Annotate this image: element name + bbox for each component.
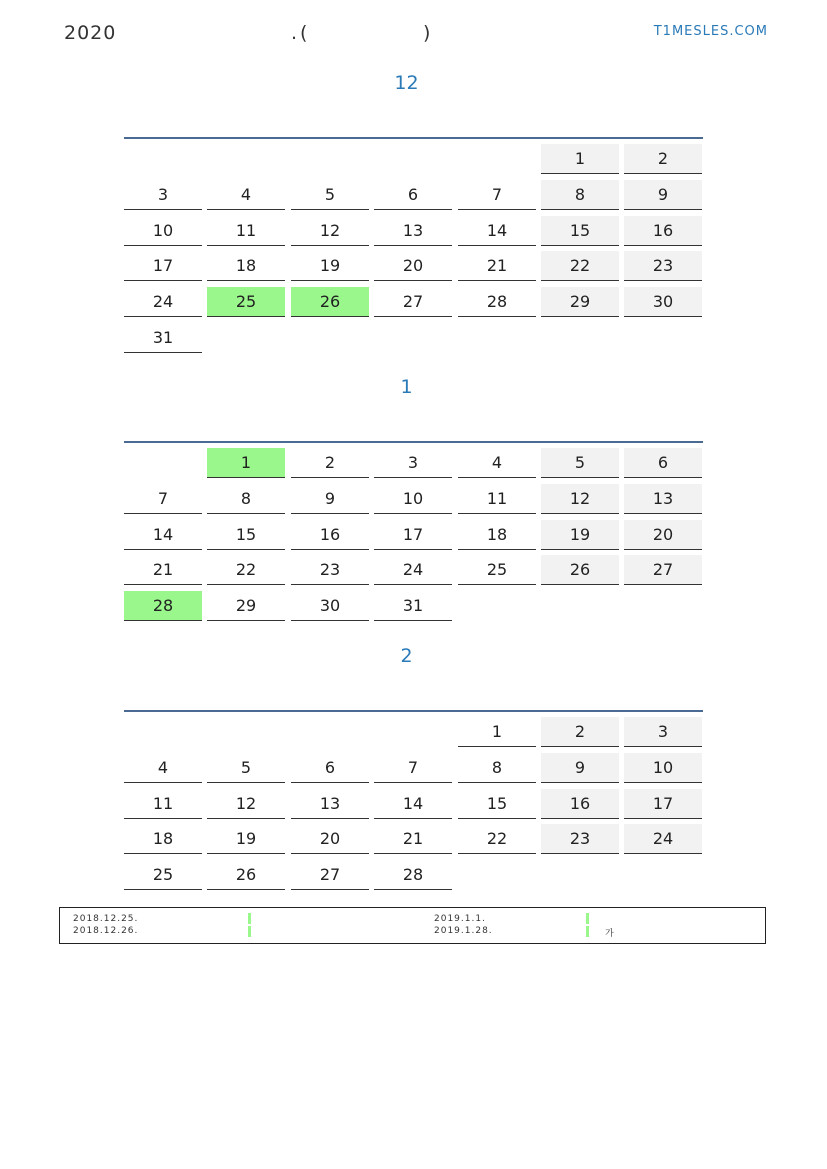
calendar-day: 6 <box>624 448 702 478</box>
calendar-day: 6 <box>374 180 452 210</box>
calendar-day: 23 <box>291 555 369 585</box>
calendar-day: 8 <box>207 484 285 514</box>
calendar-day: 9 <box>291 484 369 514</box>
calendar-day: 31 <box>374 591 452 621</box>
calendar-day: 5 <box>207 753 285 783</box>
calendar-day: 10 <box>374 484 452 514</box>
calendar-day: 16 <box>291 520 369 550</box>
calendar-day: 16 <box>541 789 619 819</box>
calendar-day: 10 <box>624 753 702 783</box>
calendar-day: 17 <box>374 520 452 550</box>
calendar-day: 16 <box>624 216 702 246</box>
calendar-top-rule <box>124 137 703 139</box>
calendar-day: 8 <box>541 180 619 210</box>
legend-date-right-2: 2019.1.28. <box>434 926 493 936</box>
calendar-day: 9 <box>541 753 619 783</box>
calendar-day: 27 <box>374 287 452 317</box>
calendar-day: 27 <box>291 860 369 890</box>
calendar-day-holiday: 1 <box>207 448 285 478</box>
calendar-day: 1 <box>541 144 619 174</box>
legend-date-left-1: 2018.12.25. <box>73 914 139 924</box>
calendar-day: 3 <box>124 180 202 210</box>
legend-box <box>59 907 766 944</box>
calendar-top-rule <box>124 441 703 443</box>
calendar-day: 29 <box>207 591 285 621</box>
calendar-day: 28 <box>374 860 452 890</box>
calendar-day-holiday: 26 <box>291 287 369 317</box>
calendar-day: 9 <box>624 180 702 210</box>
calendar-day: 20 <box>291 824 369 854</box>
calendar-day: 4 <box>458 448 536 478</box>
calendar-day: 30 <box>291 591 369 621</box>
calendar-day: 2 <box>541 717 619 747</box>
calendar-day: 26 <box>541 555 619 585</box>
calendar-day: 11 <box>124 789 202 819</box>
calendar-day: 10 <box>124 216 202 246</box>
calendar-day: 1 <box>458 717 536 747</box>
calendar-day: 24 <box>124 287 202 317</box>
calendar-day: 12 <box>541 484 619 514</box>
calendar-day: 22 <box>541 251 619 281</box>
legend-holiday-marker <box>586 913 589 924</box>
calendar-day: 3 <box>374 448 452 478</box>
calendar-day: 29 <box>541 287 619 317</box>
calendar-day: 7 <box>458 180 536 210</box>
legend-holiday-marker <box>248 913 251 924</box>
calendar-day: 28 <box>458 287 536 317</box>
legend-note: 가 <box>605 929 615 939</box>
calendar-day: 17 <box>124 251 202 281</box>
calendar-day: 15 <box>458 789 536 819</box>
calendar-day: 31 <box>124 323 202 353</box>
month-title: 1 <box>400 376 413 398</box>
calendar-day: 12 <box>291 216 369 246</box>
calendar-day: 27 <box>624 555 702 585</box>
legend-holiday-marker <box>586 926 589 937</box>
calendar-day: 20 <box>374 251 452 281</box>
calendar-day: 13 <box>374 216 452 246</box>
calendar-day: 19 <box>207 824 285 854</box>
calendar-day: 13 <box>624 484 702 514</box>
header-title-close: ) <box>423 22 431 44</box>
calendar-day: 18 <box>458 520 536 550</box>
calendar-day: 18 <box>124 824 202 854</box>
calendar-day: 5 <box>291 180 369 210</box>
calendar-day: 6 <box>291 753 369 783</box>
calendar-day: 23 <box>624 251 702 281</box>
calendar-day: 25 <box>458 555 536 585</box>
calendar-day: 24 <box>374 555 452 585</box>
header-year: 2020 <box>64 22 117 44</box>
calendar-day: 5 <box>541 448 619 478</box>
calendar-day: 17 <box>624 789 702 819</box>
month-title: 2 <box>400 645 413 667</box>
calendar-day: 4 <box>207 180 285 210</box>
calendar-day: 11 <box>207 216 285 246</box>
calendar-day-holiday: 25 <box>207 287 285 317</box>
calendar-day: 2 <box>291 448 369 478</box>
calendar-day: 14 <box>374 789 452 819</box>
legend-date-left-2: 2018.12.26. <box>73 926 139 936</box>
calendar-day: 21 <box>458 251 536 281</box>
calendar-day: 19 <box>541 520 619 550</box>
calendar-day: 24 <box>624 824 702 854</box>
calendar-day: 14 <box>124 520 202 550</box>
calendar-day: 20 <box>624 520 702 550</box>
calendar-day: 13 <box>291 789 369 819</box>
calendar-day: 21 <box>374 824 452 854</box>
brand-link[interactable]: T1MESLES.COM <box>653 24 768 39</box>
calendar-day: 22 <box>458 824 536 854</box>
calendar-day: 25 <box>124 860 202 890</box>
calendar-day: 23 <box>541 824 619 854</box>
calendar-day: 12 <box>207 789 285 819</box>
calendar-day: 21 <box>124 555 202 585</box>
calendar-day: 15 <box>541 216 619 246</box>
calendar-day: 14 <box>458 216 536 246</box>
calendar-day: 26 <box>207 860 285 890</box>
calendar-top-rule <box>124 710 703 712</box>
calendar-day: 22 <box>207 555 285 585</box>
legend-holiday-marker <box>248 926 251 937</box>
calendar-day: 8 <box>458 753 536 783</box>
calendar-day: 7 <box>124 484 202 514</box>
calendar-day: 11 <box>458 484 536 514</box>
calendar-day-holiday: 28 <box>124 591 202 621</box>
calendar-day: 4 <box>124 753 202 783</box>
calendar-day: 7 <box>374 753 452 783</box>
legend-date-right-1: 2019.1.1. <box>434 914 486 924</box>
calendar-day: 3 <box>624 717 702 747</box>
calendar-day: 30 <box>624 287 702 317</box>
calendar-day: 19 <box>291 251 369 281</box>
calendar-day: 2 <box>624 144 702 174</box>
month-title: 12 <box>394 72 419 94</box>
calendar-day: 18 <box>207 251 285 281</box>
header-title-open: .( <box>291 22 311 44</box>
calendar-day: 15 <box>207 520 285 550</box>
